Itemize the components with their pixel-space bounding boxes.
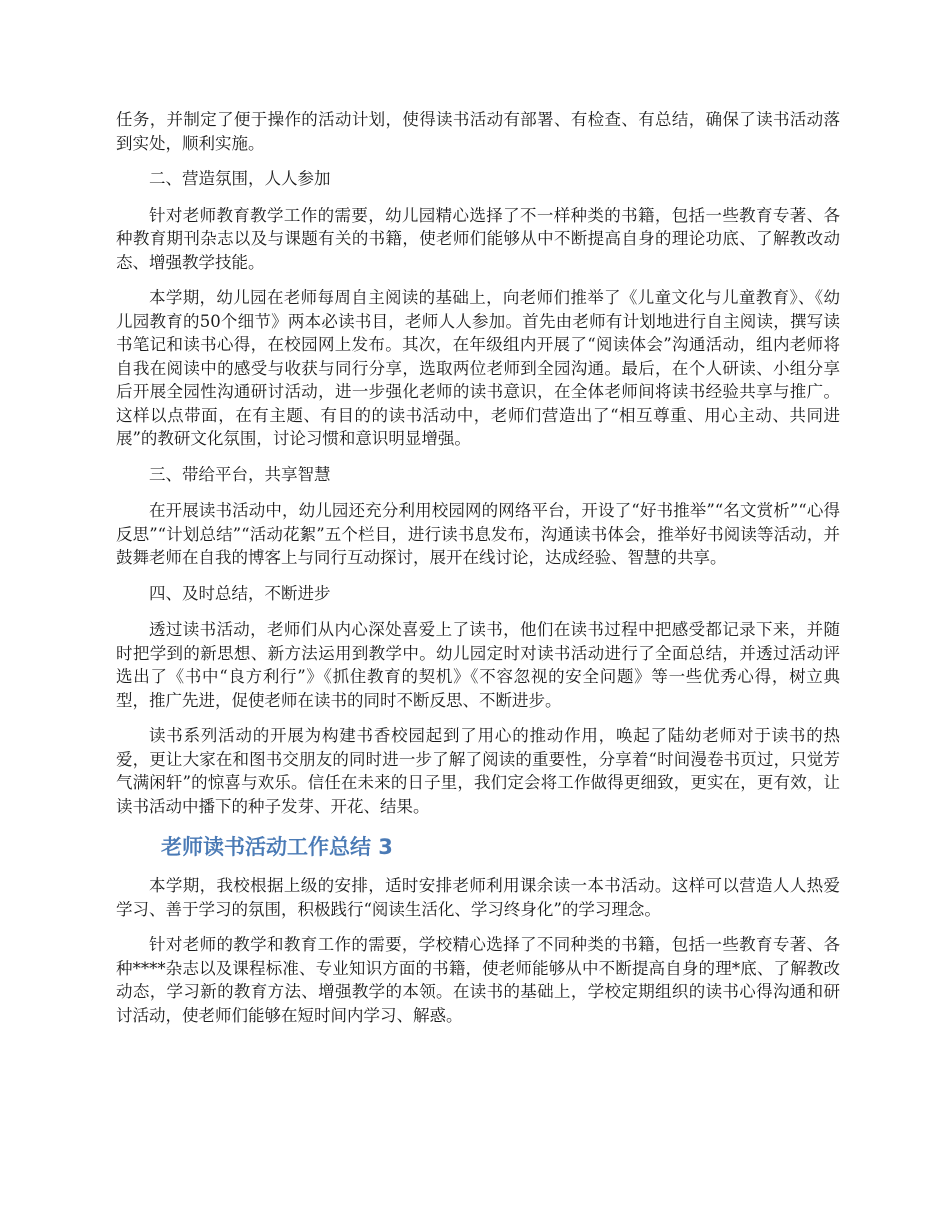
paragraph-conclusion: 读书系列活动的开展为构建书香校园起到了用心的推动作用，唤起了陆幼老师对于读书的热爱，更让大家在和图书交朋友的同时进一步了解了阅读的重要性，分享着“时间漫卷书页过，只觉芳气满闲轩”的惊喜与欢乐。信任在未来的日子里，我们定会将工作做得更细致，更实在，更有效，让读书活动中播下的种子发芽、开花、结果。 xyxy=(116,726,840,816)
paragraph-semester-reading: 本学期，幼儿园在老师每周自主阅读的基础上，向老师们推举了《儿童文化与儿童教育》、《幼儿园教育的50个细节》两本必读书目，老师人人参加。首先由老师有计划地进行自主阅读，撰写读书笔记和读书心得，在校园网上发布。其次，在年级组内开展了“阅读体会”沟通活动，组内老师将自我在阅读中的感受与收获与同行分享，选取两位老师到全园沟通。最后，在个人研读、小组分享后开展全园性沟通研讨活动，进一步强化老师的读书意识，在全体老师间将读书经验共享与推广。这样以点带面，在有主题、有目的的读书活动中，老师们营造出了“相互尊重、用心主动、共同进展”的教研文化氛围，讨论习惯和意识明显增强。 xyxy=(116,288,840,448)
paragraph-books-selection: 针对老师教育教学工作的需要，幼儿园精心选择了不一样种类的书籍，包括一些教育专著、各种教育期刊杂志以及与课题有关的书籍，使老师们能够从中不断提高自身的理论功底、了解教改动态、增强教学技能。 xyxy=(116,205,840,272)
heading-summary: 四、及时总结，不断进步 xyxy=(149,583,331,603)
paragraph-reading-results: 透过读书活动，老师们从内心深处喜爱上了读书，他们在读书过程中把感受都记录下来，并随时把学到的新思想、新方法运用到教学中。幼儿园定时对读书活动进行了全面总结，并透过活动评选出了《书中“良方利行”》《抓住教育的契机》《不容忽视的安全问题》等一些优秀心得，树立典型，推广先进，促使老师在读书的同时不断反思、不断进步。 xyxy=(116,620,840,710)
paragraph-continued: 任务，并制定了便于操作的活动计划，使得读书活动有部署、有检查、有总结，确保了读书活动落到实处，顺利实施。 xyxy=(116,110,840,153)
heading-platform: 三、带给平台，共享智慧 xyxy=(149,464,331,484)
paragraph-network-platform: 在开展读书活动中，幼儿园还充分利用校园网的网络平台，开设了“好书推举”“名文赏析”“心得反思”“计划总结”“活动花絮”五个栏目，进行读书息发布，沟通读书体会，推举好书阅读等活动，并鼓舞老师在自我的博客上与同行互动探讨，展开在线讨论，达成经验、智慧的共享。 xyxy=(116,501,840,567)
document-body xyxy=(116,108,840,1039)
paragraph-teaching-needs: 针对老师的教学和教育工作的需要，学校精心选择了不同种类的书籍，包括一些教育专著、各种****杂志以及课程标准、专业知识方面的书籍，使老师能够从中不断提高自身的理*底、了解教改动态，学习新的教育方法、增强教学的本领。在读书的基础上，学校定期组织的读书心得沟通和研讨活动，使老师们能够在短时间内学习、解惑。 xyxy=(116,935,840,1025)
heading-atmosphere: 二、营造氛围，人人参加 xyxy=(149,169,331,188)
paragraph-school-arrangement: 本学期，我校根据上级的安排，适时安排老师利用课余读一本书活动。这样可以营造人人热爱学习、善于学习的氛围，积极践行“阅读生活化、学习终身化”的学习理念。 xyxy=(116,876,840,919)
section-title: 老师读书活动工作总结 3 xyxy=(161,835,393,859)
